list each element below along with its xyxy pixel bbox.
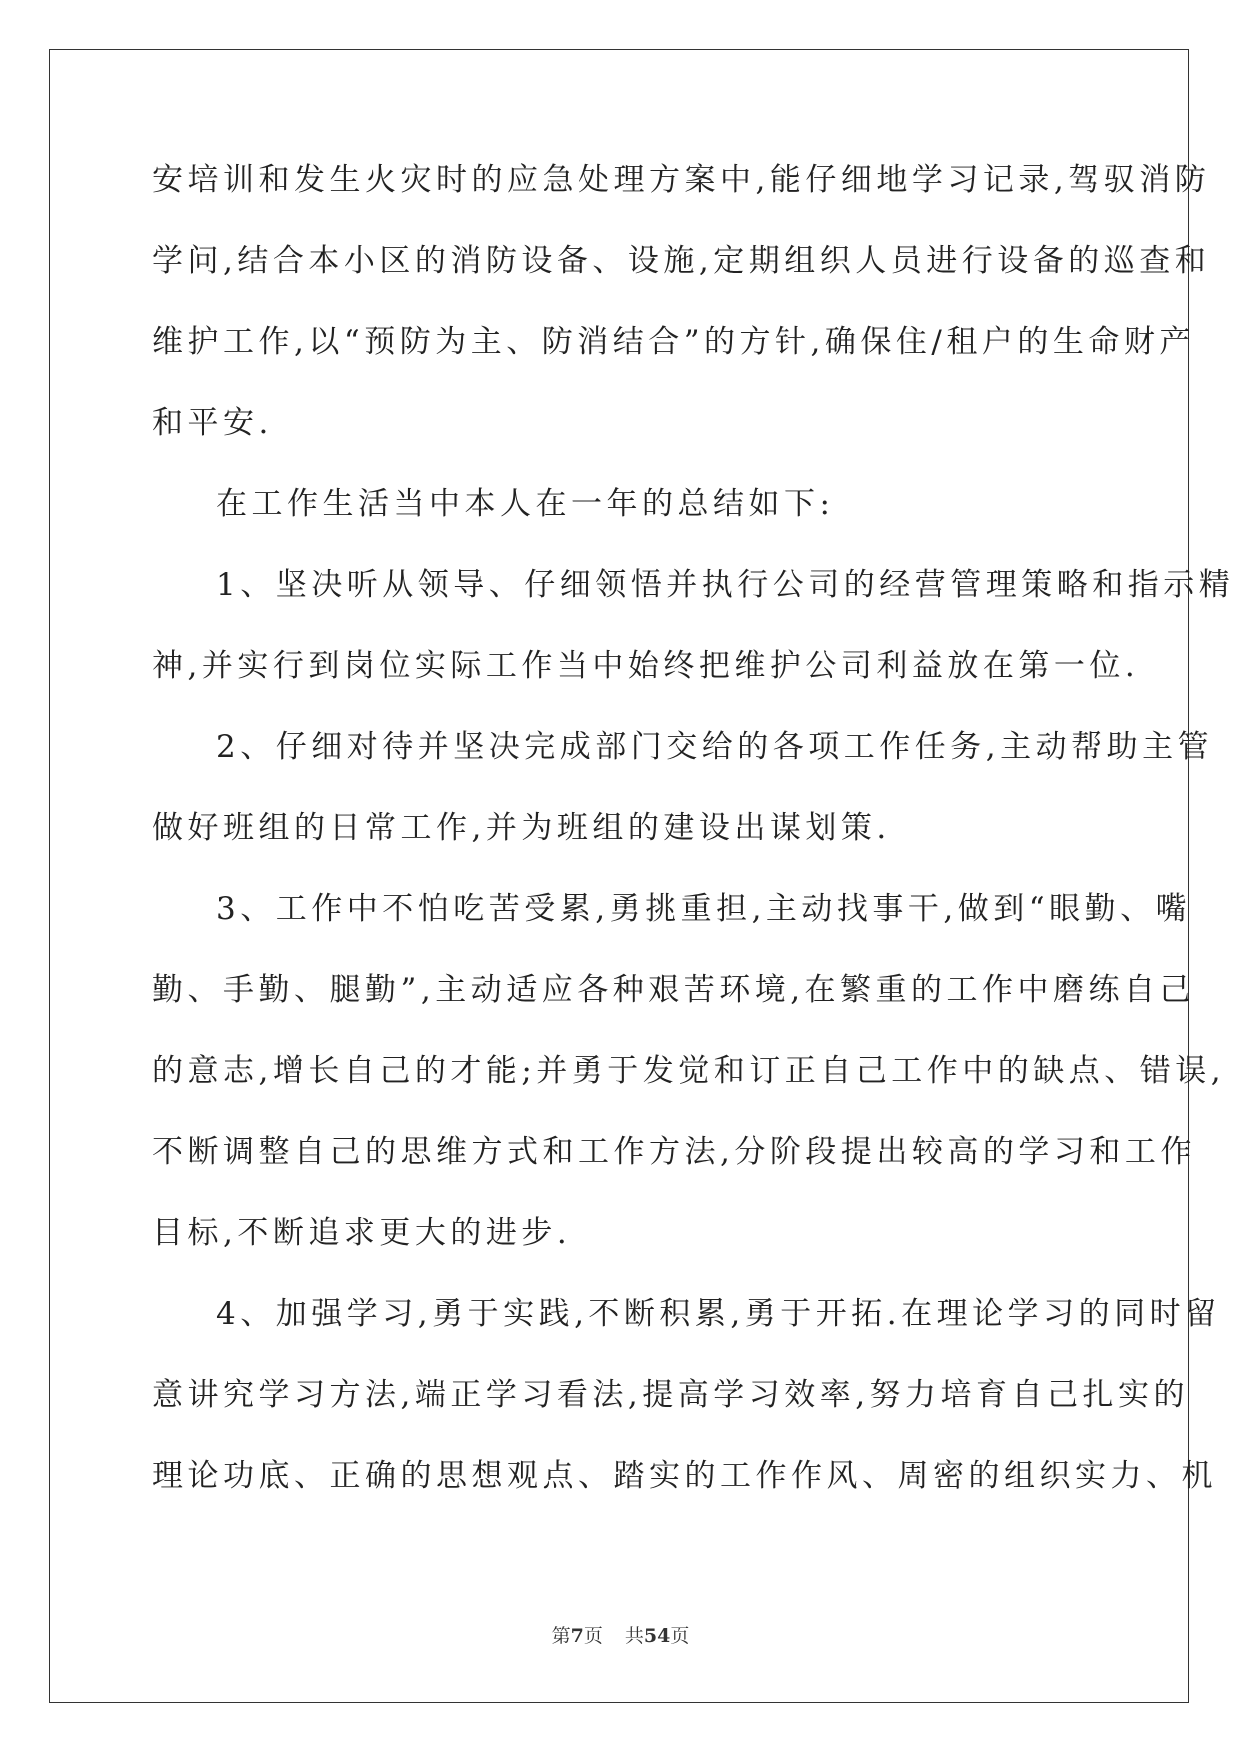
page-total-number: 54 [643, 1625, 671, 1647]
text-line: 在工作生活当中本人在一年的总结如下: [216, 486, 835, 522]
text-line: 安培训和发生火灾时的应急处理方案中,能仔细地学习记录,驾驭消防 [152, 162, 1211, 198]
page-suffix: 页 [583, 1625, 603, 1647]
text-line: 1、坚决听从领导、仔细领悟并执行公司的经营管理策略和指示精 [216, 567, 1235, 603]
total-suffix: 页 [670, 1625, 690, 1647]
text-line: 勤、手勤、腿勤”,主动适应各种艰苦环境,在繁重的工作中磨练自己 [152, 972, 1196, 1008]
text-line: 3、工作中不怕吃苦受累,勇挑重担,主动找事干,做到“眼勤、嘴 [216, 891, 1192, 927]
text-line: 神,并实行到岗位实际工作当中始终把维护公司利益放在第一位. [152, 648, 1140, 684]
page-current-number: 7 [570, 1625, 584, 1647]
text-line: 的意志,增长自己的才能;并勇于发觉和订正自己工作中的缺点、错误, [152, 1053, 1226, 1089]
text-line: 做好班组的日常工作,并为班组的建设出谋划策. [152, 810, 891, 846]
page-footer [0, 1624, 1241, 1648]
text-line: 目标,不断追求更大的进步. [152, 1215, 572, 1251]
text-line: 不断调整自己的思维方式和工作方法,分阶段提出较高的学习和工作 [152, 1134, 1196, 1170]
text-line: 2、仔细对待并坚决完成部门交给的各项工作任务,主动帮助主管 [216, 729, 1214, 765]
text-line: 理论功底、正确的思想观点、踏实的工作作风、周密的组织实力、机 [152, 1458, 1217, 1494]
total-prefix: 共 [624, 1625, 644, 1647]
page-prefix: 第 [551, 1625, 571, 1647]
text-line: 意讲究学习方法,端正学习看法,提高学习效率,努力培育自己扎实的 [152, 1377, 1190, 1413]
page-border [49, 49, 1192, 1703]
text-line: 4、加强学习,勇于实践,不断积累,勇于开拓.在理论学习的同时留 [216, 1296, 1221, 1332]
text-line: 维护工作,以“预防为主、防消结合”的方针,确保住/租户的生命财产 [152, 324, 1195, 360]
text-line: 和平安. [152, 405, 273, 441]
text-line: 学问,结合本小区的消防设备、设施,定期组织人员进行设备的巡查和 [152, 243, 1211, 279]
